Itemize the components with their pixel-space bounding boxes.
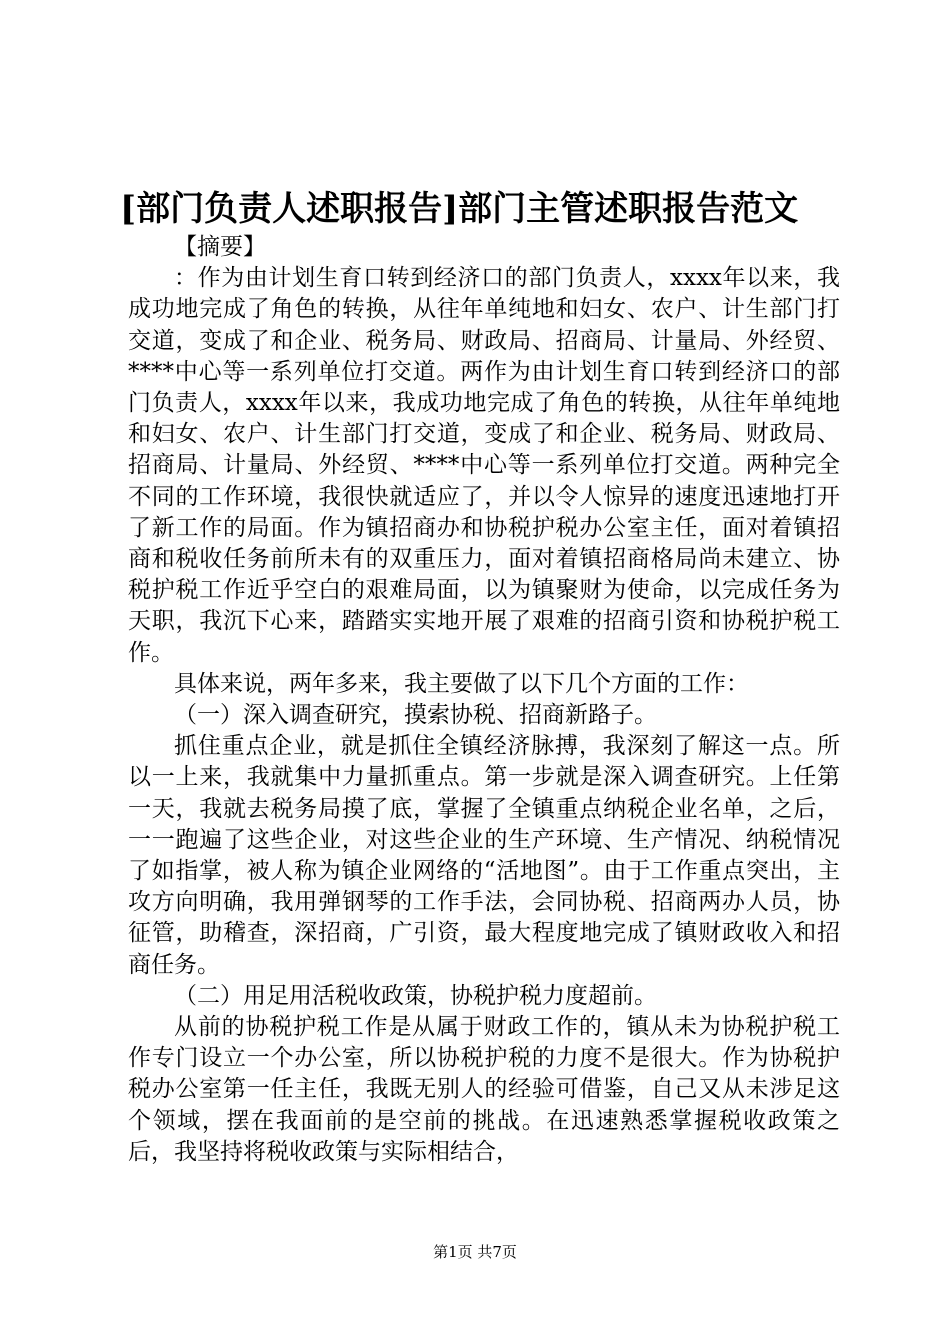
paragraph-section-2: 从前的协税护税工作是从属于财政工作的，镇从未为协税护税工作专门设立一个办公室，所以协税护税的力度不是很大。作为协税护税办公室第一任主任，我既无别人的经验可借鉴，自己又从未涉足这个领域，摆在我面前的是空前的挑战。在迅速熟悉掌握税收政策之后，我坚持将税收政策与实际相结合， [128,1014,840,1165]
section-heading-2: （二）用足用活税收政策，协税护税力度超前。 [174,982,657,1009]
paragraph-section-1: 抓住重点企业，就是抓住全镇经济脉搏，我深刻了解这一点。所以一上来，我就集中力量抓重点。第一步就是深入调查研究。上任第一天，我就去税务局摸了底，掌握了全镇重点纳税企业名单，之后，一一跑遍了这些企业，对这些企业的生产环境、生产情况、纳税情况了如指掌，被人称为镇企业网络的“活地图”。由于工作重点突出，主攻方向明确，我用弹钢琴的工作手法，会同协税、招商两办人员，协征管，助稽查，深招商，广引资，最大程度地完成了镇财政收入和招商任务。 [128,733,840,978]
abstract-label: 【摘要】 [174,234,266,260]
section-heading-1: （一）深入调查研究，摸索协税、招商新路子。 [174,702,657,729]
paragraph-abstract: ：作为由计划生育口转到经济口的部门负责人，xxxx年以来，我成功地完成了角色的转换，从往年单纯地和妇女、农户、计生部门打交道，变成了和企业、税务局、财政局、招商局、计量局、外经贸、****中心等一系列单位打交道。两作为由计划生育口转到经济口的部门负责人，xxxx年以来，我成功地完成了角色的转换，从往年单纯地和妇女、农户、计生部门打交道，变成了和企业、税务局、财政局、招商局、计量局、外经贸、****中心等一系列单位打交道。两种完全不同的工作环境，我很快就适应了，并以令人惊异的速度迅速地打开了新工作的局面。作为镇招商办和协税护税办公室主任，面对着镇招商和税收任务前所未有的双重压力，面对着镇招商格局尚未建立、协税护税工作近乎空白的艰难局面，以为镇聚财为使命，以完成任务为天职，我沉下心来，踏踏实实地开展了艰难的招商引资和协税护税工作。 [128,265,840,666]
document-title: [部门负责人述职报告]部门主管述职报告范文 [120,189,799,229]
document-body [128,232,840,1168]
paragraph-intro: 具体来说，两年多来，我主要做了以下几个方面的工作： [174,670,749,697]
page-footer: 第1页 共7页 [433,1243,517,1261]
